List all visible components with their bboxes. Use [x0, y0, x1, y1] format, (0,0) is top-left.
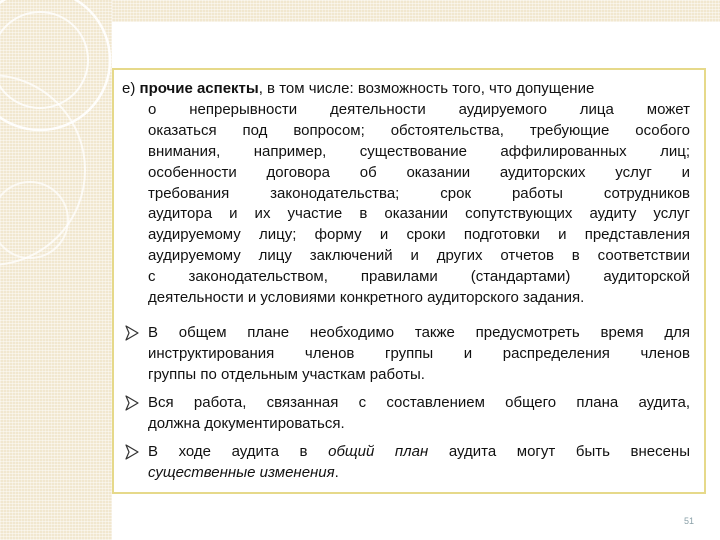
bullet-text-italic: общий план [328, 443, 429, 460]
bullet-line: Вся работа, связанная с составлением общего плана аудита, [148, 394, 690, 411]
bullet-item-3 [124, 442, 690, 484]
bullet-line: инструктирования членов группы и распределения членов [148, 344, 690, 362]
paragraph-e-line: аудируемому лицу; форму и сроки подготовки и представления [148, 226, 690, 244]
paragraph-e-line: аудитора и их участие в оказании сопутствующих аудиту услуг [148, 205, 690, 223]
paragraph-e-bold-term: прочие аспекты [139, 80, 259, 97]
arrow-bullet-icon [125, 325, 139, 341]
bullet-line: группы по отдельным участкам работы. [148, 365, 425, 383]
decorative-circles [0, 0, 112, 540]
bullet-item-1 [124, 323, 690, 386]
paragraph-e-prefix: е) [122, 80, 140, 97]
paragraph-e-first-line [122, 79, 690, 100]
paragraph-e-line: с законодательством, правилами (стандартами) аудиторской [148, 268, 690, 286]
paragraph-e-line: , в том числе: возможность того, что допущение [258, 80, 595, 97]
bullet-line [148, 442, 690, 463]
paragraph-e [122, 79, 690, 309]
bullet-text-plain: аудита могут быть внесены [428, 443, 691, 460]
bullet-text-italic: существенные изменения [148, 463, 335, 481]
bullet-line: В общем плане необходимо также предусмотреть время для [148, 324, 690, 341]
bullet-line: должна документироваться. [148, 414, 345, 432]
paragraph-e-line: требования законодательства; срок работы сотрудников [148, 184, 690, 202]
bullet-text-plain: . [334, 463, 339, 481]
arrow-bullet-icon [125, 395, 139, 411]
paragraph-e-line: о непрерывности деятельности аудируемого лица может [148, 100, 690, 118]
paragraph-e-line: особенности договора об оказании аудиторских услуг и [148, 163, 690, 181]
paragraph-e-body [122, 100, 690, 309]
paragraph-e-line: оказаться под вопросом; обстоятельства, требующие особого [148, 121, 690, 139]
bullet-line [148, 463, 690, 484]
decorative-top-band [112, 0, 720, 22]
bullet-item-2 [124, 393, 690, 435]
page-number: 51 [684, 516, 695, 526]
bullet-text-plain: В ходе аудита в [148, 443, 329, 460]
arrow-bullet-icon [125, 444, 139, 460]
paragraph-e-line: аудируемому лицу заключений и других отчетов в соответствии [148, 247, 690, 265]
paragraph-e-line: внимания, например, существование аффилированных лиц; [148, 142, 690, 160]
paragraph-e-line: деятельности и условиями конкретного аудиторского задания. [148, 289, 585, 307]
